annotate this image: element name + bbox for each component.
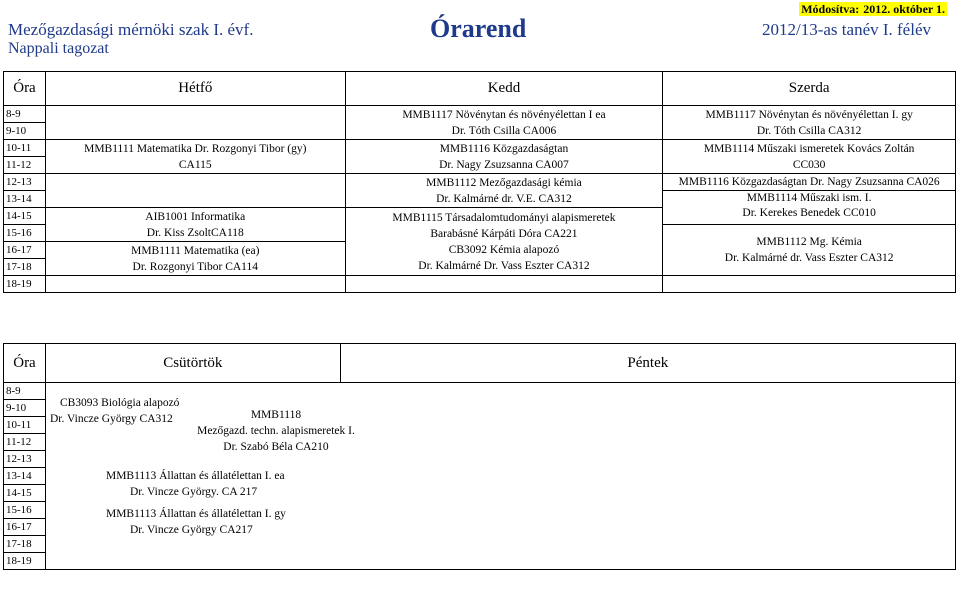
hour-label: 16-17 bbox=[4, 242, 46, 259]
ora-header: Óra bbox=[4, 72, 46, 106]
timetable-thu-fri bbox=[3, 343, 956, 570]
class-title: MMB1118 bbox=[250, 409, 302, 421]
csutortok-block-4 bbox=[106, 506, 286, 538]
csutortok-block-3 bbox=[106, 468, 285, 500]
day-header-pentek: Péntek bbox=[340, 344, 955, 383]
hour-label: 11-12 bbox=[4, 434, 46, 451]
hour-label: 17-18 bbox=[4, 536, 46, 553]
day-header-kedd: Kedd bbox=[345, 72, 663, 106]
modified-note bbox=[799, 0, 947, 18]
empty-cell bbox=[45, 276, 345, 293]
kedd-block-4 bbox=[345, 208, 663, 276]
class-teacher: Barabásné Kárpáti Dóra CA221 bbox=[430, 227, 578, 240]
academic-year: 2012/13-as tanév I. félév bbox=[762, 20, 931, 39]
szerda-block-2 bbox=[663, 140, 956, 174]
class-title: MMB1117 Növénytan és növényélettan I ea bbox=[402, 108, 606, 121]
thu-fri-area bbox=[45, 383, 955, 570]
study-mode: Nappali tagozat bbox=[8, 40, 109, 57]
csutortok-block-1 bbox=[49, 395, 180, 427]
class-teacher: Dr. Vincze György CA312 bbox=[49, 413, 173, 425]
class-room: CC030 bbox=[792, 158, 826, 171]
csutortok-block-2 bbox=[186, 407, 366, 455]
hour-label: 9-10 bbox=[4, 400, 46, 417]
empty-cell bbox=[663, 276, 956, 293]
hetfo-empty bbox=[45, 174, 345, 208]
hetfo-block-3 bbox=[45, 242, 345, 276]
class-title: CB3092 Kémia alapozó bbox=[448, 243, 560, 256]
ora-header: Óra bbox=[4, 344, 46, 383]
hour-label: 17-18 bbox=[4, 259, 46, 276]
class-title: MMB1111 Matematika Dr. Rozgonyi Tibor (gy) bbox=[84, 142, 307, 155]
day-header-hetfo: Hétfő bbox=[45, 72, 345, 106]
hour-label: 9-10 bbox=[4, 123, 46, 140]
hour-label: 13-14 bbox=[4, 191, 46, 208]
class-teacher: Dr. Kalmárné Dr. Vass Eszter CA312 bbox=[418, 259, 590, 272]
hetfo-block-1 bbox=[45, 140, 345, 174]
hour-label: 16-17 bbox=[4, 519, 46, 536]
hour-label: 15-16 bbox=[4, 225, 46, 242]
page-title: Órarend bbox=[430, 14, 527, 43]
szerda-block-3 bbox=[663, 174, 956, 191]
class-title: MMB1112 Mezőgazdasági kémia bbox=[426, 176, 582, 189]
hour-label: 15-16 bbox=[4, 502, 46, 519]
hour-label: 18-19 bbox=[4, 276, 46, 293]
class-subject: Mezőgazd. techn. alapismeretek I. bbox=[197, 425, 355, 437]
class-teacher: Dr. Kalmárné dr. V.E. CA312 bbox=[436, 192, 572, 205]
szerda-block-1 bbox=[663, 106, 956, 140]
szerda-block-5 bbox=[663, 225, 956, 276]
class-teacher: Dr. Szabó Béla CA210 bbox=[223, 441, 329, 453]
class-teacher: Dr. Tóth Csilla CA006 bbox=[451, 124, 557, 137]
empty-cell bbox=[345, 276, 663, 293]
class-title: MMB1116 Közgazdaságtan bbox=[439, 142, 569, 155]
modified-date: 2012. október 1. bbox=[863, 2, 945, 16]
hour-label: 12-13 bbox=[4, 451, 46, 468]
hour-label: 8-9 bbox=[4, 106, 46, 123]
hour-label: 11-12 bbox=[4, 157, 46, 174]
hour-label: 13-14 bbox=[4, 468, 46, 485]
hour-label: 14-15 bbox=[4, 208, 46, 225]
modified-label: Módosítva: bbox=[801, 2, 860, 16]
program-name: Mezőgazdasági mérnöki szak I. évf. bbox=[8, 20, 254, 39]
hetfo-block-2 bbox=[45, 208, 345, 242]
kedd-block-1 bbox=[345, 106, 663, 140]
class-title: MMB1115 Társadalomtudományi alapismeretek bbox=[392, 211, 616, 224]
class-teacher: Dr. Nagy Zsuzsanna CA007 bbox=[439, 158, 569, 171]
class-title: MMB1114 Műszaki ism. I. bbox=[746, 192, 872, 204]
class-title: MMB1114 Műszaki ismeretek Kovács Zoltán bbox=[703, 142, 915, 155]
day-header-szerda: Szerda bbox=[663, 72, 956, 106]
kedd-block-3 bbox=[345, 174, 663, 208]
hour-label: 8-9 bbox=[4, 383, 46, 400]
class-teacher: Dr. Rozgonyi Tibor CA114 bbox=[132, 260, 259, 273]
class-room: CA115 bbox=[178, 158, 212, 171]
kedd-block-2 bbox=[345, 140, 663, 174]
class-title: MMB1113 Állattan és állatélettan I. ea bbox=[105, 470, 285, 482]
hour-label: 18-19 bbox=[4, 553, 46, 570]
class-teacher: Dr. Kerekes Benedek CC010 bbox=[742, 207, 876, 219]
class-title: AIB1001 Informatika bbox=[145, 210, 246, 223]
class-teacher: Dr. Tóth Csilla CA312 bbox=[756, 124, 862, 137]
class-title: CB3093 Biológia alapozó bbox=[59, 397, 180, 409]
hour-label: 10-11 bbox=[4, 417, 46, 434]
hour-label: 10-11 bbox=[4, 140, 46, 157]
class-teacher: Dr. Kiss ZsoltCA118 bbox=[146, 226, 244, 239]
class-title: MMB1112 Mg. Kémia bbox=[756, 236, 862, 248]
class-teacher: Dr. Vincze György. CA 217 bbox=[129, 486, 258, 498]
hetfo-empty bbox=[45, 106, 345, 140]
szerda-block-4 bbox=[663, 191, 956, 225]
hour-label: 14-15 bbox=[4, 485, 46, 502]
class-teacher: Dr. Kalmárné dr. Vass Eszter CA312 bbox=[724, 252, 894, 264]
hour-label: 12-13 bbox=[4, 174, 46, 191]
class-title: MMB1116 Közgazdaságtan Dr. Nagy Zsuzsanna CA026 bbox=[678, 176, 940, 188]
class-title: MMB1111 Matematika (ea) bbox=[131, 244, 260, 257]
day-header-csutortok: Csütörtök bbox=[45, 344, 340, 383]
class-title: MMB1117 Növénytan és növényélettan I. gy bbox=[705, 108, 913, 121]
class-teacher: Dr. Vincze György CA217 bbox=[129, 524, 253, 536]
class-title: MMB1113 Állattan és állatélettan I. gy bbox=[105, 508, 286, 520]
timetable-mon-wed bbox=[3, 71, 956, 293]
